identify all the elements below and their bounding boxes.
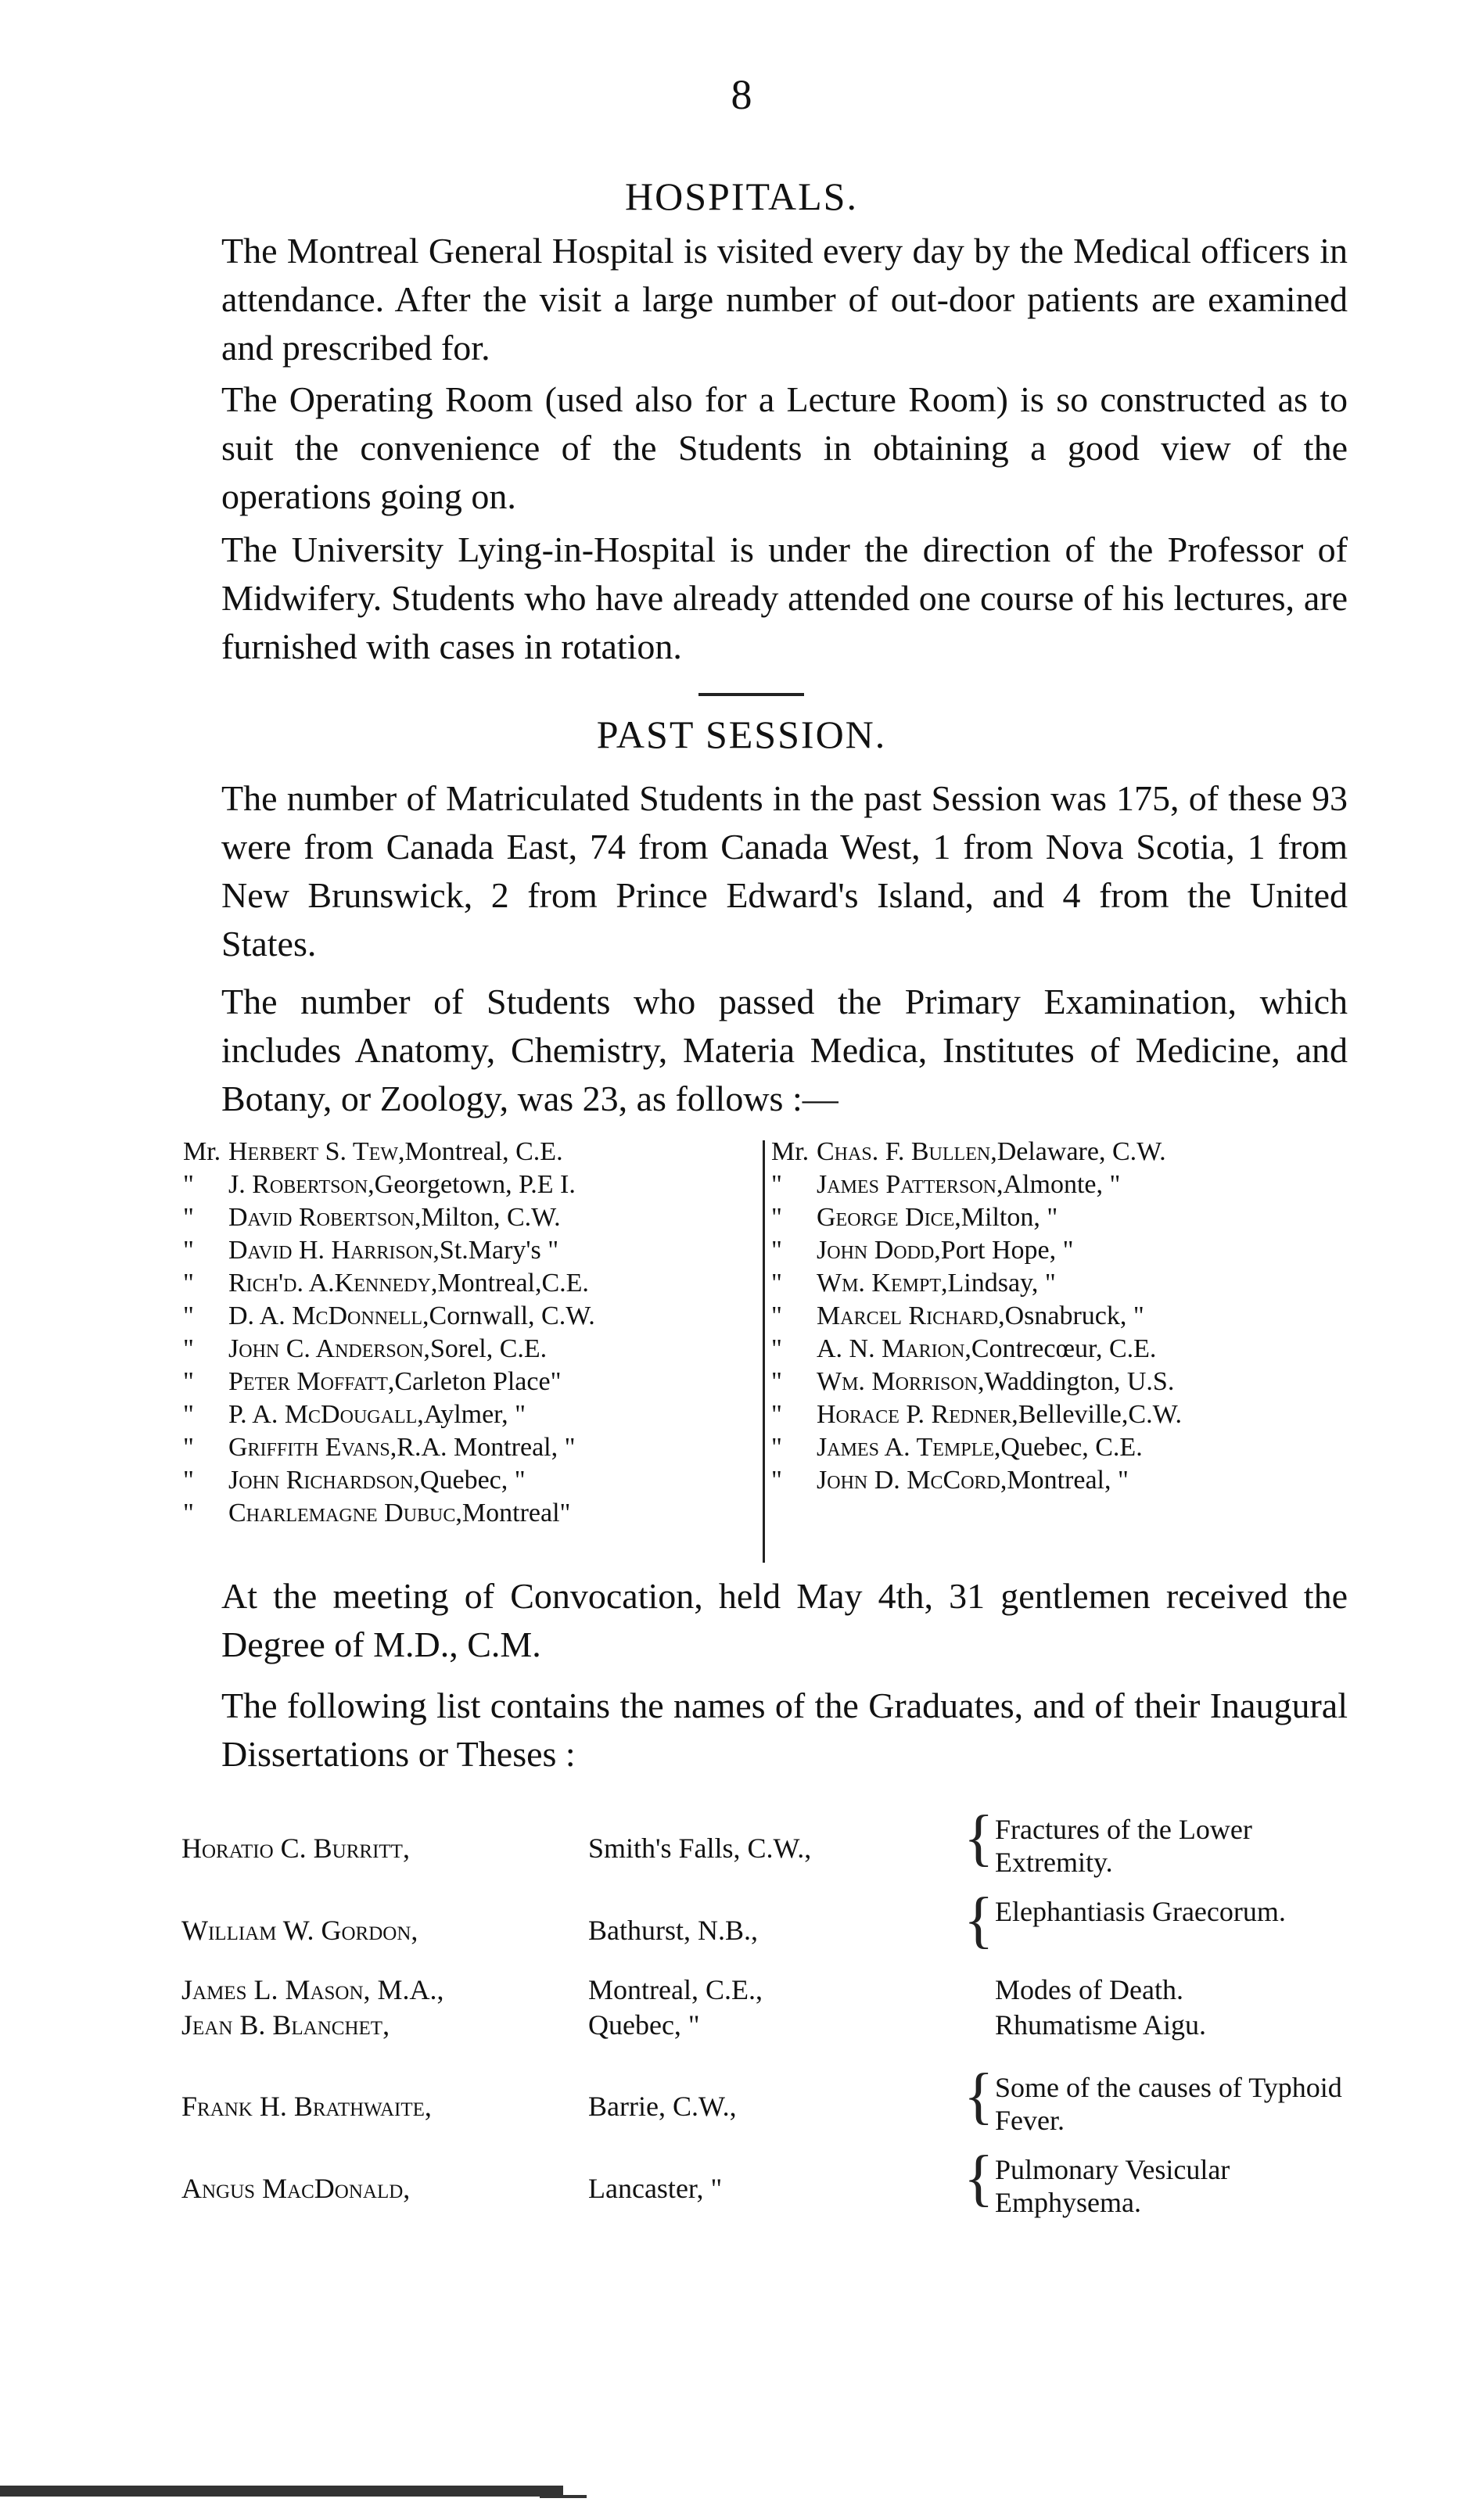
brace-glyph: { [964,1804,994,1872]
student-name: Marcel Richard, [817,1301,1005,1330]
student-entry [771,1366,1366,1398]
student-name: John Richardson, [228,1466,420,1495]
student-entry [771,1234,1366,1267]
graduate-place: Montreal, C.E., [588,1974,763,2005]
entry-prefix: " [771,1301,782,1330]
student-name: Peter Moffatt, [228,1367,395,1396]
primary-list-right-column [771,1136,1366,1497]
student-place: Montreal, C.E. [404,1137,563,1166]
student-name: John C. Anderson, [228,1334,430,1363]
entry-prefix: " [183,1334,194,1363]
student-entry [183,1333,766,1366]
student-name: John D. McCord, [817,1466,1007,1495]
brace-glyph: { [964,2144,994,2213]
student-entry [771,1136,1366,1168]
past-session-heading: PAST SESSION. [596,713,887,756]
student-place: Waddington, U.S. [984,1367,1175,1396]
student-entry [771,1333,1366,1366]
matriculation-paragraph: The number of Matriculated Students in the past Session was 175, of these 93 were from Canada East, 74 from Canada West, 1 from Nova Scotia, 1 from New Brunswick, 2 from Prince Edward's Island, and 4 from the United States. [221,778,1348,964]
student-name: John Dodd, [817,1236,941,1265]
entry-prefix: " [771,1466,782,1495]
primary-list-left-column [183,1136,766,1530]
graduate-name: Jean B. Blanchet, [181,2009,390,2041]
student-name: A. N. Marion, [817,1334,971,1363]
convocation-paragraph: At the meeting of Convocation, held May 4th, 31 gentlemen received the Degree of M.D., C.M. [221,1576,1348,1664]
student-place: Aylmer, " [423,1400,526,1429]
student-place: Port Hope, " [940,1236,1074,1265]
student-name: Chas. F. Bullen, [817,1137,997,1166]
entry-prefix: Mr. [771,1137,810,1166]
student-place: Sorel, C.E. [429,1334,548,1363]
student-entry [183,1497,766,1530]
student-entry [183,1168,766,1201]
student-entry [183,1398,766,1431]
entry-prefix: " [771,1203,782,1232]
student-place: Lindsay, " [947,1269,1056,1298]
thesis-title: Fractures of the Lower Extremity. [995,1814,1252,1878]
student-entry [771,1300,1366,1333]
student-name: Horace P. Redner, [817,1400,1018,1429]
entry-prefix: " [183,1301,194,1330]
student-place: Delaware, C.W. [996,1137,1166,1166]
student-name: Rich'd. A.Kennedy, [228,1269,438,1298]
student-place: Contrecœur, C.E. [971,1334,1157,1363]
student-name: Charlemagne Dubuc, [228,1499,462,1527]
graduate-place: Barrie, C.W., [588,2091,737,2122]
entry-prefix: " [183,1466,194,1495]
student-entry [183,1366,766,1398]
entry-prefix: " [183,1269,194,1298]
student-name: Wm. Morrison, [817,1367,985,1396]
entry-prefix: " [771,1433,782,1462]
hospitals-paragraph-2: The Operating Room (used also for a Lecture Room) is so constructed as to suit the convenience of the Students in obtaining a good view of the operations going on. [221,379,1348,516]
student-place: Belleville,C.W. [1018,1400,1183,1429]
thesis-title: Some of the causes of Typhoid Fever. [995,2072,1342,2136]
student-place: R.A. Montreal, " [397,1433,576,1462]
student-name: James Patterson, [817,1170,1004,1199]
graduate-name: Horatio C. Burritt, [181,1833,410,1864]
student-entry [183,1300,766,1333]
student-entry [183,1234,766,1267]
student-place: Georgetown, P.E I. [374,1170,576,1199]
thesis-title: Rhumatisme Aigu. [995,2009,1206,2041]
entry-prefix: " [771,1334,782,1363]
student-place: Almonte, " [1003,1170,1121,1199]
primary-exam-paragraph: The number of Students who passed the Primary Examination, which includes Anatomy, Chemistry, Materia Medica, Institutes of Medicine, and Botany, or Zoology, was 23, as follows :— [221,982,1348,1118]
entry-prefix: Mr. [183,1137,221,1166]
entry-prefix: " [183,1499,194,1527]
student-name: Griffith Evans, [228,1433,397,1462]
page-number: 8 [731,71,752,118]
entry-prefix: " [771,1236,782,1265]
student-name: Wm. Kempt, [817,1269,948,1298]
entry-prefix: " [183,1203,194,1232]
entry-prefix: " [771,1400,782,1429]
entry-prefix: " [183,1170,194,1199]
student-entry [183,1267,766,1300]
student-place: Quebec, C.E. [1000,1433,1143,1462]
entry-prefix: " [183,1433,194,1462]
student-entry [771,1431,1366,1464]
scan-edge-mark [0,2486,563,2497]
student-place: St.Mary's " [439,1236,559,1265]
student-entry [183,1431,766,1464]
student-name: David Robertson, [228,1203,422,1232]
graduate-place: Smith's Falls, C.W., [588,1833,812,1864]
student-entry [771,1464,1366,1497]
hospitals-paragraph-3: The University Lying-in-Hospital is under the direction of the Professor of Midwifery. Students who have already attended one course of his lectures, are furnished with cases in rotation. [221,529,1348,666]
primary-exam-list [183,1136,1356,1550]
entry-prefix: " [771,1367,782,1396]
graduate-name: James L. Mason, M.A., [181,1974,444,2005]
student-name: James A. Temple, [817,1433,1001,1462]
brace-glyph: { [964,1886,994,1955]
student-entry [771,1398,1366,1431]
graduate-place: Bathurst, N.B., [588,1915,759,1946]
graduate-name: William W. Gordon, [181,1915,418,1946]
student-entry [771,1201,1366,1234]
student-name: George Dice, [817,1203,961,1232]
graduates-intro-paragraph: The following list contains the names of the Graduates, and of their Inaugural Dissertations or Theses : [221,1685,1348,1774]
graduate-place: Quebec, " [588,2009,700,2041]
entry-prefix: " [183,1236,194,1265]
student-place: Carleton Place" [394,1367,562,1396]
student-entry [183,1136,766,1168]
graduate-name: Angus MacDonald, [181,2173,411,2204]
thesis-title: Pulmonary Vesicular Emphysema. [995,2154,1230,2218]
student-entry [183,1201,766,1234]
student-entry [183,1464,766,1497]
student-name: D. A. McDonnell, [228,1301,429,1330]
hospitals-paragraph-1: The Montreal General Hospital is visited every day by the Medical officers in attendance. After the visit a large number of out-door patients are examined and prescribed for. [221,231,1348,368]
student-name: David H. Harrison, [228,1236,440,1265]
entry-prefix: " [183,1400,194,1429]
student-name: Herbert S. Tew, [228,1137,405,1166]
student-place: Cornwall, C.W. [429,1301,595,1330]
student-place: Milton, " [961,1203,1058,1232]
hospitals-heading: HOSPITALS. [625,174,858,218]
entry-prefix: " [183,1367,194,1396]
brace-glyph: { [964,2062,994,2131]
scan-edge-mark [540,2495,587,2498]
student-entry [771,1168,1366,1201]
student-place: Osnabruck, " [1004,1301,1144,1330]
student-entry [771,1267,1366,1300]
student-place: Montreal,C.E. [437,1269,589,1298]
entry-prefix: " [771,1269,782,1298]
student-place: Montreal, " [1007,1466,1129,1495]
student-name: J. Robertson, [228,1170,375,1199]
graduate-place: Lancaster, " [588,2173,723,2204]
student-name: P. A. McDougall, [228,1400,424,1429]
student-place: Milton, C.W. [421,1203,561,1232]
student-place: Quebec, " [419,1466,526,1495]
thesis-title: Elephantiasis Graecorum. [995,1896,1286,1927]
section-divider [698,693,804,696]
student-place: Montreal" [461,1499,571,1527]
graduate-name: Frank H. Brathwaite, [181,2091,432,2122]
thesis-title: Modes of Death. [995,1974,1183,2005]
entry-prefix: " [771,1170,782,1199]
